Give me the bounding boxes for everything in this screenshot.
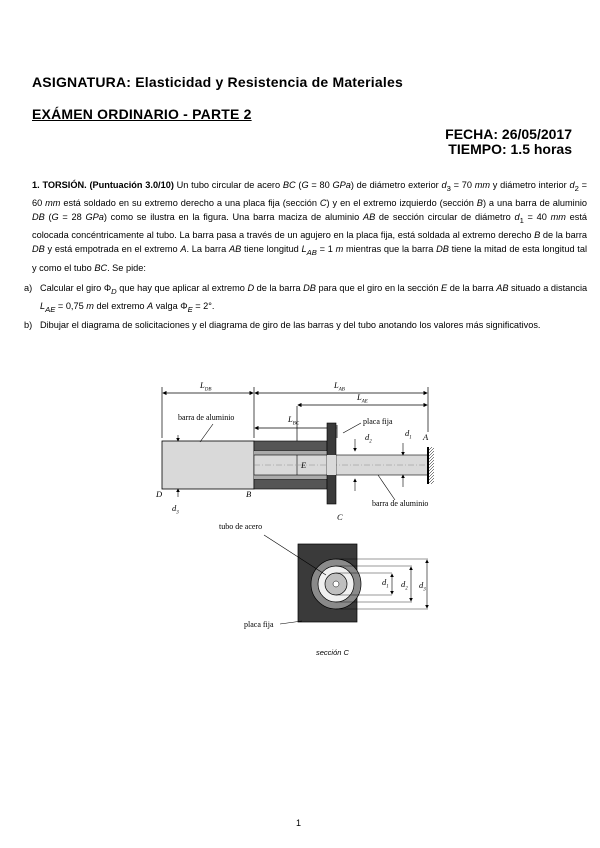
label-alu-top: barra de aluminio bbox=[178, 413, 235, 422]
steel-tube-bottom-wall bbox=[254, 479, 327, 489]
dim-LBC: $L_{BC}$ bbox=[288, 414, 300, 427]
problem-number: 1. bbox=[32, 180, 40, 190]
exam-date: FECHA: 26/05/2017 bbox=[445, 126, 572, 142]
point-E: E bbox=[301, 460, 307, 470]
question-b-text: Dibujar el diagrama de solicitaciones y el diagrama de giro de las barras y del tubo anotando los valores más significativos. bbox=[40, 320, 541, 330]
dim-d3: $d_3$ bbox=[172, 503, 179, 516]
label-alu-bottom: barra de aluminio bbox=[372, 499, 429, 508]
dim-d2: $d_2$ bbox=[365, 432, 372, 445]
problem-body: Un tubo circular de acero BC (G = 80 GPa) de diámetro exterior $d_3 = 70$ mm y diámetro interior $d_2 = 60$ mm está soldado en su extremo derecho a una placa fija (sección C) y en el extremo izquierdo (sección B) a una barra de aluminio DB (G = 28 GPa) como se ilustra en la figura. Una barra maciza de aluminio AB de sección circular de diámetro $d_1 = 40$ mm está colocada concéntricamente al tubo. La barra pasa a través de un agujero en la placa fija, está soldada al extremo derecho B de la barra DB y está empotrada en el extremo A. La barra AB tiene longitud $L_{AB} = 1$ m mientras que la barra DB tiene la mitad de esta longitud tal y como el tubo BC. Se pide: bbox=[32, 180, 588, 273]
dim-d1: $d_1$ bbox=[405, 428, 412, 441]
point-C: C bbox=[337, 512, 343, 522]
leader-alu-bottom bbox=[378, 475, 395, 500]
section-d1: $d_1$ bbox=[382, 577, 389, 590]
question-b-label: b) bbox=[24, 320, 33, 330]
point-B: B bbox=[246, 489, 252, 499]
section-d3: $d_3$ bbox=[419, 580, 426, 593]
dim-LAB: $L_{AB}$ bbox=[334, 380, 345, 393]
leader-placa-top bbox=[343, 423, 361, 433]
exam-time: TIEMPO: 1.5 horas bbox=[448, 141, 572, 157]
problem-title: TORSIÓN. bbox=[42, 180, 87, 190]
question-a-label: a) bbox=[24, 283, 33, 293]
plate-hole-gap bbox=[327, 455, 336, 475]
page-number: 1 bbox=[296, 818, 302, 828]
course-title: ASIGNATURA: Elasticidad y Resistencia de Materiales bbox=[32, 74, 403, 90]
steel-tube-inner-top bbox=[254, 451, 327, 455]
dim-LAE: $L_{AE}$ bbox=[357, 392, 368, 405]
label-placa-bottom: placa fija bbox=[244, 620, 274, 629]
steel-tube-top-wall bbox=[254, 441, 327, 451]
aluminum-bar-DB bbox=[162, 441, 254, 489]
exam-title: EXÁMEN ORDINARIO - PARTE 2 bbox=[32, 106, 252, 122]
figure-caption: sección C bbox=[316, 648, 349, 657]
problem-score: (Puntuación 3.0/10) bbox=[89, 180, 174, 190]
point-D: D bbox=[156, 489, 163, 499]
section-d2: $d_2$ bbox=[401, 579, 408, 592]
label-tubo: tubo de acero bbox=[219, 522, 263, 531]
dim-LDB: $L_{DB}$ bbox=[200, 380, 212, 393]
support-hatch bbox=[429, 447, 434, 484]
label-placa-top: placa fija bbox=[363, 417, 393, 426]
steel-tube-inner-bottom bbox=[254, 475, 327, 479]
leader-placa-bottom bbox=[280, 621, 302, 624]
question-a-text: Calcular el giro $\Phi_D$ que hay que aplicar al extremo D de la barra DB para que el giro en la sección E de la barra AB situado a distancia $L_{AE} = 0,75$ m del extremo A valga $\Phi_E = 2^\circ$. bbox=[40, 283, 588, 314]
leader-alu-top bbox=[200, 424, 213, 442]
point-A: A bbox=[423, 432, 429, 442]
